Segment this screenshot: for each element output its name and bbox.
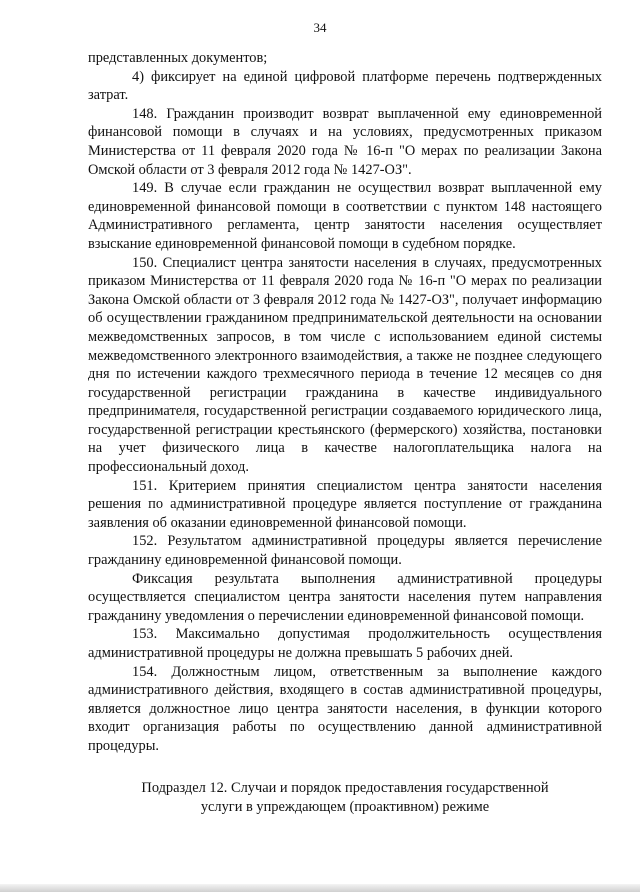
paragraph-152: 152. Результатом административной процедуры является перечисление гражданину единовременной финансовой помощи. bbox=[88, 533, 602, 569]
page-number: 34 bbox=[313, 20, 327, 35]
paragraph-149: 149. В случае если гражданин не осуществил возврат выплаченной ему единовременной финансовой помощи в соответствии с пунктом 148 настоящего Административного регламента, центр занятости населения осуществляет взыскание единовременной финансовой помощи в судебном порядке. bbox=[88, 180, 602, 252]
scan-bottom-edge bbox=[0, 884, 640, 892]
subsection-heading-line-2: услуги в упреждающем (проактивном) режиме bbox=[200, 799, 490, 815]
subsection-heading-line-1: Подраздел 12. Случаи и порядок предоставления государственной bbox=[141, 780, 549, 796]
paragraph-150: 150. Специалист центра занятости населения в случаях, предусмотренных приказом Министерства от 11 февраля 2020 года № 16-п "О мерах по реализации Закона Омской области от 3 февраля 2012 года № 1427-ОЗ", получает информацию об осуществлении гражданином предпринимательской деятельности на основании межведомственных запросов, в том числе с использованием единой системы межведомственного электронного взаимодействия, а также не позднее следующего дня по истечении каждого трехмесячного периода в течение 12 месяцев со дня государственной регистрации гражданина в качестве индивидуального предпринимателя, государственной регистрации создаваемого юридического лица, государственной регистрации крестьянского (фермерского) хозяйства, постановки на учет физического лица в качестве налогоплательщика налога на профессиональный доход. bbox=[88, 254, 602, 476]
paragraph-151: 151. Критерием принятия специалистом центра занятости населения решения по административной процедуре является поступление от гражданина заявления об оказании единовременной финансовой помощи. bbox=[88, 477, 602, 531]
paragraph-148: 148. Гражданин производит возврат выплаченной ему единовременной финансовой помощи в случаях и на условиях, предусмотренных приказом Министерства от 11 февраля 2020 года № 16-п "О мерах по реализации Закона Омской области от 3 февраля 2012 года № 1427-ОЗ". bbox=[88, 105, 602, 178]
paragraph-item-4: 4) фиксирует на единой цифровой платформе перечень подтвержденных затрат. bbox=[88, 68, 602, 104]
paragraph-continuation: представленных документов; bbox=[88, 50, 268, 66]
paragraph-153: 153. Максимально допустимая продолжительность осуществления административной процедуры не должна превышать 5 рабочих дней. bbox=[88, 626, 602, 661]
paragraph-154: 154. Должностным лицом, ответственным за выполнение каждого административного действия, входящего в состав административной процедуры, является должностное лицо центра занятости населения, в функции которого входит организация работы по осуществлению данной административной процедуры. bbox=[88, 663, 602, 754]
document-body bbox=[88, 49, 602, 756]
paragraph-152-fixation: Фиксация результата выполнения административной процедуры осуществляется специалистом центра занятости населения путем направления гражданину уведомления о перечислении единовременной финансовой помощи. bbox=[88, 570, 602, 624]
subsection-heading bbox=[88, 779, 602, 817]
